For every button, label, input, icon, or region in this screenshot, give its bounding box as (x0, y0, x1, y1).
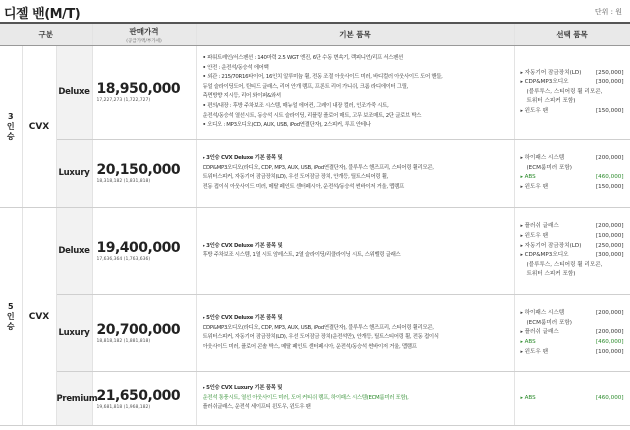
option-item (521, 97, 624, 107)
basic-item-line: 트위터스피커, 자동기어 잠금장치(LD), 우선 도어잠금 장치, 안개등, 틸트스티어링 휠, (202, 174, 389, 181)
option-item (521, 183, 624, 193)
option-item (521, 107, 624, 117)
option-items (514, 46, 630, 139)
header-row (0, 23, 630, 46)
option-name: ▸ 플러쉬 글래스 (521, 328, 559, 338)
option-item (521, 328, 624, 338)
trim-label: Luxury (56, 139, 92, 207)
option-name: ▸ ABS (521, 394, 536, 404)
option-price: [200,000] (596, 310, 624, 317)
page-title: 디젤 밴(M/T) (4, 7, 81, 22)
option-price: [300,000] (596, 79, 624, 86)
option-name: (ECM룸미러 포함) (526, 319, 572, 326)
basic-item-line: 트위터스피커, 자동기어 잠금장치(LD), 우선 도어잠금 장치(운전석만), 안개등, 틸트스티어링 휠, 전동 접이식 (202, 334, 439, 341)
header-category: 구분 (0, 23, 92, 46)
option-price: [250,000] (596, 242, 624, 249)
basic-items (196, 372, 514, 426)
basic-item-line: 전동 접이식 아웃사이드 미러, 메탈 페인트 센터페시아, 운전석/동승석 썬바이저 거울, 맵램프 (202, 183, 404, 190)
basic-items (196, 295, 514, 372)
basic-item-line: 아웃사이드 미러, 플로어 콘솔 박스, 메탈 페인트 센터페시아, 운전석/동승석 썬바이저 거울, 맵램프 (202, 343, 417, 350)
option-items (514, 139, 630, 207)
option-items (514, 208, 630, 295)
option-price: [300,000] (596, 252, 624, 259)
price-cell: 18,950,000 17,227,273 (1,722,727) (92, 46, 196, 139)
trim-label: Luxury (56, 295, 92, 372)
option-item (521, 222, 624, 232)
basic-item-line: 측면방향 지시등, 리어 와이퍼&와셔 (202, 93, 281, 100)
option-name: ▸ ABS (521, 338, 536, 348)
option-name: ▸ CDP&MP3오디오 (521, 78, 569, 88)
basic-item-line: 후방 주차보조 시스템, 1열 시트 암레스트, 2열 슬라이딩/리클라이닝 시트, 스위벨링 글래스 (202, 252, 401, 259)
basic-item-line: CDP&MP3오디오(라디오, CDP, MP3, AUX, USB, iPod연결단자), 블루투스 핸즈프리, 스티어링 휠리모콘, (202, 324, 434, 331)
option-name: ▸ ABS (521, 173, 536, 183)
price-cell: 20,700,000 18,818,182 (1,881,818) (92, 295, 196, 372)
option-price: [100,000] (596, 233, 624, 239)
trim-label: Deluxe (56, 46, 92, 139)
option-item (521, 78, 624, 88)
option-name: ▸ 윈도우 팬 (521, 348, 549, 358)
trim-label: Premium (56, 372, 92, 426)
table-row (0, 372, 630, 426)
option-name: ▸ 자동기어 잠금장치(LD) (521, 69, 582, 79)
option-item (521, 232, 624, 242)
option-name: ▸ 플러쉬 글래스 (521, 222, 559, 232)
option-items (514, 372, 630, 426)
option-name: ▸ 윈도우 팬 (521, 183, 549, 193)
option-name: ▸ 하이패스 시스템 (521, 154, 565, 164)
model-3: CVX (22, 46, 56, 208)
header-price: 판매가격 (공급가액/부가세) (92, 23, 196, 46)
option-item (521, 261, 624, 271)
option-item (521, 348, 624, 358)
table-row (0, 139, 630, 207)
option-item (521, 319, 624, 329)
basic-item-line: ▸ 5인승 CVX Deluxe 기본 품목 및 (203, 314, 510, 324)
option-item (521, 338, 624, 348)
option-item (521, 164, 624, 174)
price-cell: 21,650,000 19,681,818 (1,968,182) (92, 372, 196, 426)
header-option: 선택 품목 (514, 23, 630, 46)
option-price: [460,000] (596, 338, 624, 345)
option-item (521, 69, 624, 79)
option-price: [460,000] (596, 174, 624, 181)
option-price: [200,000] (596, 223, 624, 230)
option-price: [100,000] (596, 348, 624, 355)
option-item (521, 309, 624, 319)
option-item (521, 88, 624, 98)
option-name: (ECM룸미러 포함) (526, 164, 572, 171)
basic-item-line: ▸ 3인승 CVX Deluxe 기본 품목 및 (203, 154, 510, 164)
option-name: (블루투스, 스티어링 휠 리모콘, (526, 261, 603, 268)
basic-item-line: CDP&MP3오디오(라디오, CDP, MP3, AUX, USB, iPod연결단자), 블루투스 핸즈프리, 스티어링 휠리모콘, (202, 164, 434, 171)
basic-item-line: • 파워트레인/서스펜션 : 140마력 2.5 WGT 엔진, 6단 수동 변속기, 랙피니언/리프 서스펜션 (203, 54, 510, 64)
price-table (0, 22, 630, 426)
basic-items (196, 139, 514, 207)
unit-label: 단위 : 원 (594, 8, 622, 16)
basic-item-line: • 외관 : 215/70R16타이어, 16인치 알루미늄 휠, 전동 조절 아웃사이드 미러, 바디컬러 아웃사이드 도어 핸들, (203, 73, 510, 83)
basic-items (196, 208, 514, 295)
option-item (521, 154, 624, 164)
basic-item-line: 운전석 통풍시트, 열선 아웃사이드 미러, 도어 커티쉬 램프, 하이패스 시스템(ECM룸미러 포함), (202, 394, 409, 401)
basic-item-line: • 오디오 : MP3오디오(CD, AUX, USB, iPod연결단자), 2스피커, 루프 안테나 (203, 121, 510, 131)
model-5: CVX (22, 208, 56, 426)
seat-3: 3 인 승 (0, 46, 22, 208)
basic-item-line: ▸ 3인승 CVX Deluxe 기본 품목 및 (203, 242, 510, 252)
option-price: [200,000] (596, 329, 624, 336)
option-name: ▸ 윈도우 팬 (521, 107, 549, 117)
price-cell: 19,400,000 17,636,364 (1,763,636) (92, 208, 196, 295)
option-name: ▸ 윈도우 팬 (521, 232, 549, 242)
option-price: [200,000] (596, 155, 624, 162)
option-price: [250,000] (596, 69, 624, 76)
option-price: [150,000] (596, 107, 624, 114)
option-item (521, 251, 624, 261)
price-cell: 20,150,000 18,318,182 (1,831,818) (92, 139, 196, 207)
basic-items (196, 46, 514, 139)
option-item (521, 394, 624, 404)
table-row (0, 295, 630, 372)
option-item (521, 173, 624, 183)
option-name: (블루투스, 스티어링 휠 리모콘, (526, 88, 603, 95)
basic-item-line: • 안전 : 운전석/동승석 에어백 (203, 64, 510, 74)
basic-item-line: 듀얼 슬라이딩도어, 틴티드 글래스, 리어 안개 램프, 프론트 리어 가니쉬, 크롬 라디에이터 그릴, (202, 83, 409, 90)
table-row (0, 46, 630, 139)
option-name: 트위터 스피커 포함) (526, 271, 576, 278)
option-name: 트위터 스피커 포함) (526, 98, 576, 105)
option-item (521, 242, 624, 252)
basic-item-line: • 편의/내장 : 후방 주차보조 시스템, 매뉴얼 에어컨, 그레이 내장 컬러, 인조가죽 시트, (203, 102, 510, 112)
option-items (514, 295, 630, 372)
basic-item-line: 플러쉬글래스, 운전석 세이프티 윈도우, 윈도우 팬 (202, 404, 311, 411)
header-basic: 기본 품목 (196, 23, 514, 46)
option-name: ▸ CDP&MP3오디오 (521, 251, 569, 261)
option-name: ▸ 자동기어 잠금장치(LD) (521, 242, 582, 252)
option-price: [460,000] (596, 394, 624, 401)
table-row (0, 208, 630, 295)
basic-item-line: 운전석/동승석 열선시트, 동승석 시트 슬라이딩, 리플링 플로어 매트, 고무 보조매트, 2단 글로브 박스 (202, 112, 422, 119)
seat-5: 5 인 승 (0, 208, 22, 426)
option-name: ▸ 하이패스 시스템 (521, 309, 565, 319)
option-item (521, 270, 624, 280)
trim-label: Deluxe (56, 208, 92, 295)
basic-item-line: ▸ 5인승 CVX Luxury 기본 품목 및 (203, 384, 510, 394)
option-price: [150,000] (596, 183, 624, 190)
